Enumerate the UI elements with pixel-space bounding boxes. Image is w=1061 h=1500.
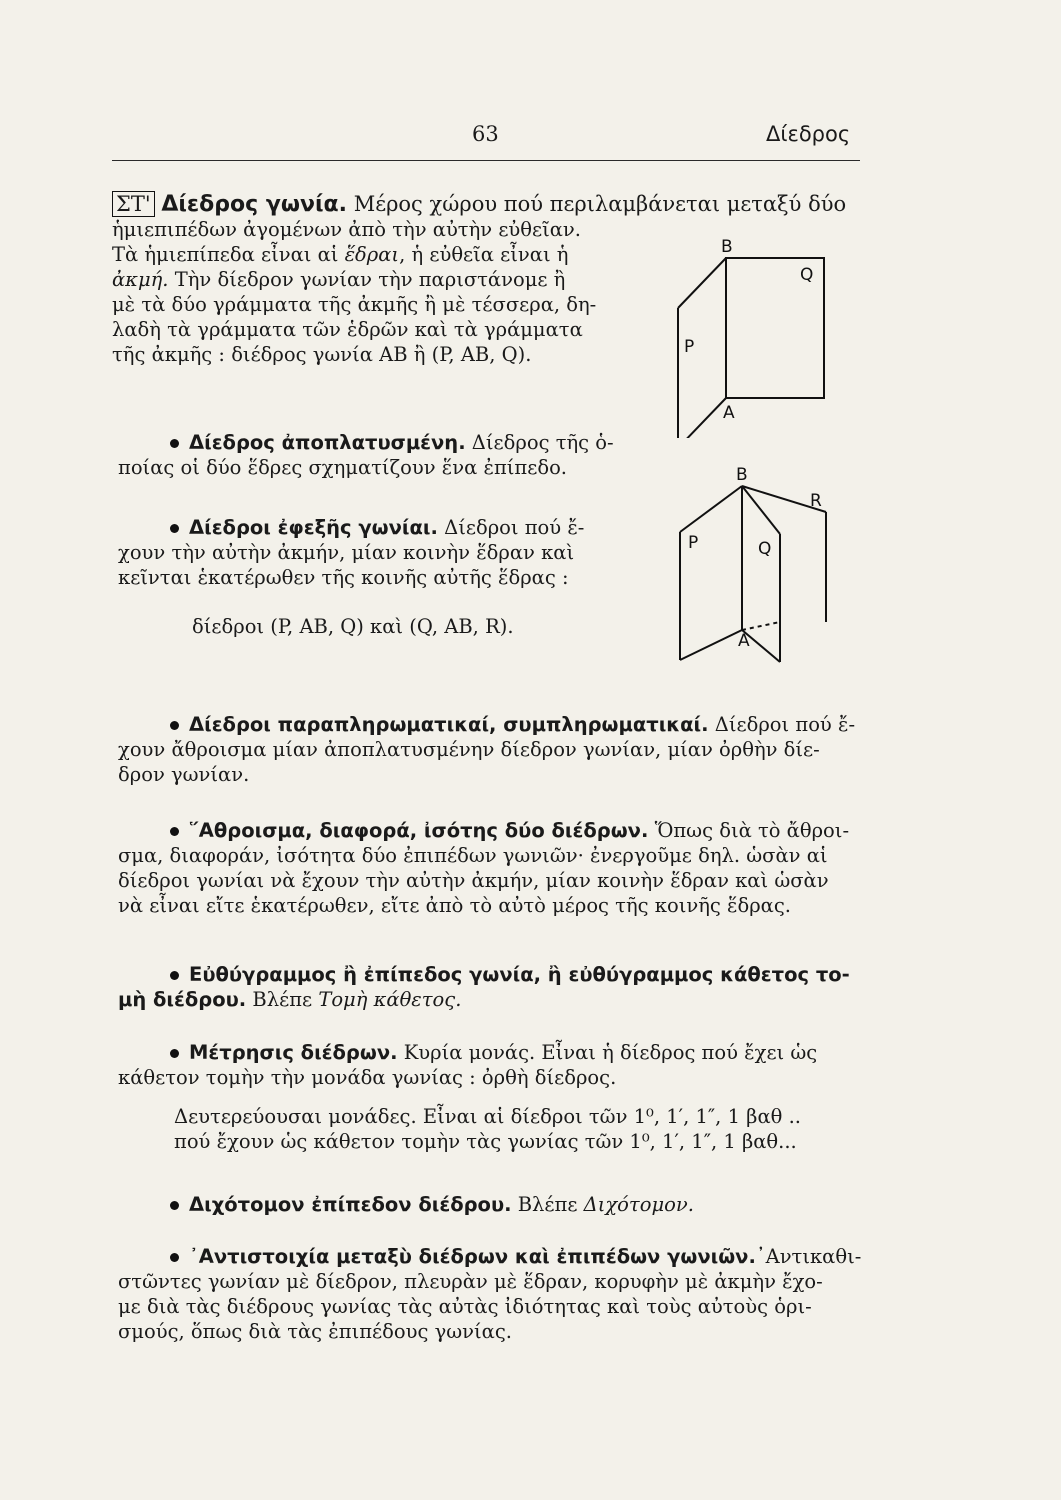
fig1-label-Q: Q (800, 265, 814, 285)
header-rule (112, 160, 860, 161)
entry-link-text: Τομὴ κάθετος. (318, 988, 462, 1011)
entry-link-text: Διχότομον. (583, 1193, 694, 1216)
entry-eythygrammos (118, 962, 860, 1012)
intro-italic: ἀκμή. (112, 268, 169, 291)
entry-dichotomon (170, 1192, 860, 1217)
fig2-face-Q-top (742, 486, 780, 534)
bullet-icon (170, 524, 179, 533)
entry-term: ῞Αθροισμα, διαφορά, ἰσότης δύο διέδρων. (189, 819, 649, 842)
entry-text: χουν ἄθροισμα μίαν ἀποπλατυσμένην δίεδρον γωνίαν, μίαν ὀρθὴν δίε- (118, 738, 820, 761)
entry-text: χουν τὴν αὐτὴν ἀκμήν, μίαν κοινὴν ἕδραν καὶ (118, 541, 575, 564)
entry-term: Δίεδρος ἀποπλατυσμένη. (189, 431, 466, 454)
intro-line: Τὰ ἡμιεπίπεδα εἶναι αἱ (112, 243, 345, 266)
bullet-icon (170, 1049, 179, 1058)
bullet-icon (170, 827, 179, 836)
entry-text: κεῖνται ἑκατέρωθεν τῆς κοινῆς αὐτῆς ἕδρας : (118, 566, 569, 589)
page-number: 63 (472, 122, 499, 146)
entry-apoplatysmeni (118, 430, 650, 480)
section-box-label: ΣΤ' (112, 191, 155, 217)
entry-text: σμούς, ὅπως διὰ τὰς ἐπιπέδους γωνίας. (118, 1320, 512, 1343)
entry-text: Βλέπε (246, 988, 319, 1011)
entry-efexis (118, 515, 650, 639)
entry-text: Δευτερεύουσαι μονάδες. Εἶναι αἱ δίεδροι τῶν 1⁰, 1′, 1″, 1 βαθ .. (174, 1105, 801, 1128)
entry-text: δίεδροι (P, ΑΒ, Q) καὶ (Q, ΑΒ, R). (192, 615, 514, 638)
bullet-icon (170, 439, 179, 448)
fig1-face-P-top (678, 258, 726, 308)
entry-term: Διχότομον ἐπίπεδον διέδρου. (189, 1193, 512, 1216)
fig1-label-P: P (684, 337, 695, 357)
intro-line: Μέρος χώρου πού περιλαμβάνεται μεταξύ δύο (353, 192, 847, 216)
entry-text: νὰ εἶναι εἴτε ἑκατέρωθεν, εἴτε ἀπὸ τὸ αὐτὸ μέρος τῆς κοινῆς ἕδρας. (118, 894, 791, 917)
fig2-label-B: B (736, 465, 748, 485)
entry-text: δίεδροι γωνίαι νὰ ἔχουν τὴν αὐτὴν ἀκμήν, μίαν κοινὴν ἕδραν καὶ ὡσὰν (118, 869, 829, 892)
intro-line: τῆς ἀκμῆς : διέδρος γωνία ΑΒ ἢ (P, ΑΒ, Q). (112, 343, 532, 366)
fig1-label-B: B (721, 238, 733, 257)
fig2-face-R-hidden (742, 622, 780, 630)
dihedral-figure-2 (670, 462, 850, 674)
entry-text: δρον γωνίαν. (118, 763, 250, 786)
fig2-face-P-top (680, 486, 742, 532)
entry-text: ᾽Αντικαθι- (755, 1245, 862, 1268)
fig2-label-P: P (688, 533, 699, 553)
entry-term: Δίεδροι ἐφεξῆς γωνίαι. (189, 516, 438, 539)
entry-text: Δίεδροι πού ἔ- (437, 516, 585, 539)
entry-text: σμα, διαφοράν, ἰσότητα δύο ἐπιπέδων γωνιῶν· ἐνεργοῦμε δηλ. ὡσὰν αἱ (118, 844, 828, 867)
entry-term: ᾽Αντιστοιχία μεταξὺ διέδρων καὶ ἐπιπέδων γωνιῶν. (189, 1245, 756, 1268)
entry-text: στῶντες γωνίαν μὲ δίεδρον, πλευρὰν μὲ ἕδραν, κορυφὴν μὲ ἀκμὴν ἔχο- (118, 1270, 823, 1293)
entry-text: ποίας οἱ δύο ἕδρες σχηματίζουν ἕνα ἐπίπεδο. (118, 456, 568, 479)
entry-term: Δίεδροι παραπληρωματικαί, συμπληρωματικαί. (189, 713, 709, 736)
entry-term: Μέτρησις διέδρων. (189, 1041, 398, 1064)
bullet-icon (170, 1253, 179, 1262)
intro-line: , ἡ εὐθεῖα εἶναι ἡ (399, 243, 569, 266)
entry-metrisis (118, 1040, 860, 1154)
fig2-label-A: A (738, 631, 750, 651)
intro-line: ἡμιεπιπέδων ἀγομένων ἀπὸ τὴν αὐτὴν εὐθεῖαν. (112, 218, 581, 241)
entry-text: με διὰ τὰς διέδρους γωνίας τὰς αὐτὰς ἰδιότητας καὶ τοὺς αὐτοὺς ὁρι- (118, 1295, 812, 1318)
entry-parapliromatikai (118, 712, 860, 787)
fig1-face-P-bottom (678, 398, 726, 438)
running-header-title: Δίεδρος (766, 122, 851, 146)
entry-athroisma (118, 818, 860, 918)
entry-text: Ὅπως διὰ τὸ ἄθροι- (648, 819, 850, 842)
entry-text: κάθετον τομὴν τὴν μονάδα γωνίας : ὀρθὴ δίεδρος. (118, 1066, 617, 1089)
intro-line: μὲ τὰ δύο γράμματα τῆς ἀκμῆς ἢ μὲ τέσσερα, δη- (112, 293, 597, 316)
fig2-face-P-bottom (680, 630, 742, 660)
bullet-icon (170, 721, 179, 730)
fig1-label-A: A (723, 403, 735, 423)
entry-antistoichia (118, 1244, 862, 1344)
intro-italic: ἕδραι (344, 243, 400, 266)
entry-term: Εὐθύγραμμος ἢ ἐπίπεδος γωνία, ἢ εὐθύγραμμος κάθετος το- (189, 963, 850, 986)
intro-line: λαδὴ τὰ γράμματα τῶν ἑδρῶν καὶ τὰ γράμματα (112, 318, 583, 341)
bullet-icon (170, 1201, 179, 1210)
entry-text: Δίεδροι πού ἔ- (708, 713, 856, 736)
entry-term: μὴ διέδρου. (118, 988, 247, 1011)
entry-text: Κυρία μονάς. Εἶναι ἡ δίεδρος πού ἔχει ὡς (397, 1041, 818, 1064)
entry-text: πού ἔχουν ὡς κάθετον τομὴν τὰς γωνίας τῶν 1⁰, 1′, 1″, 1 βαθ... (174, 1130, 797, 1153)
intro-term: Δίεδρος γωνία. (161, 192, 347, 217)
fig2-label-R: R (810, 491, 822, 511)
entry-text: Βλέπε (511, 1193, 584, 1216)
intro-line: Τὴν δίεδρον γωνίαν τὴν παριστάνομε ἢ (168, 268, 566, 291)
dihedral-figure-1 (670, 238, 850, 438)
fig2-label-Q: Q (758, 539, 772, 559)
entry-text: Δίεδρος τῆς ὁ- (465, 431, 614, 454)
bullet-icon (170, 971, 179, 980)
